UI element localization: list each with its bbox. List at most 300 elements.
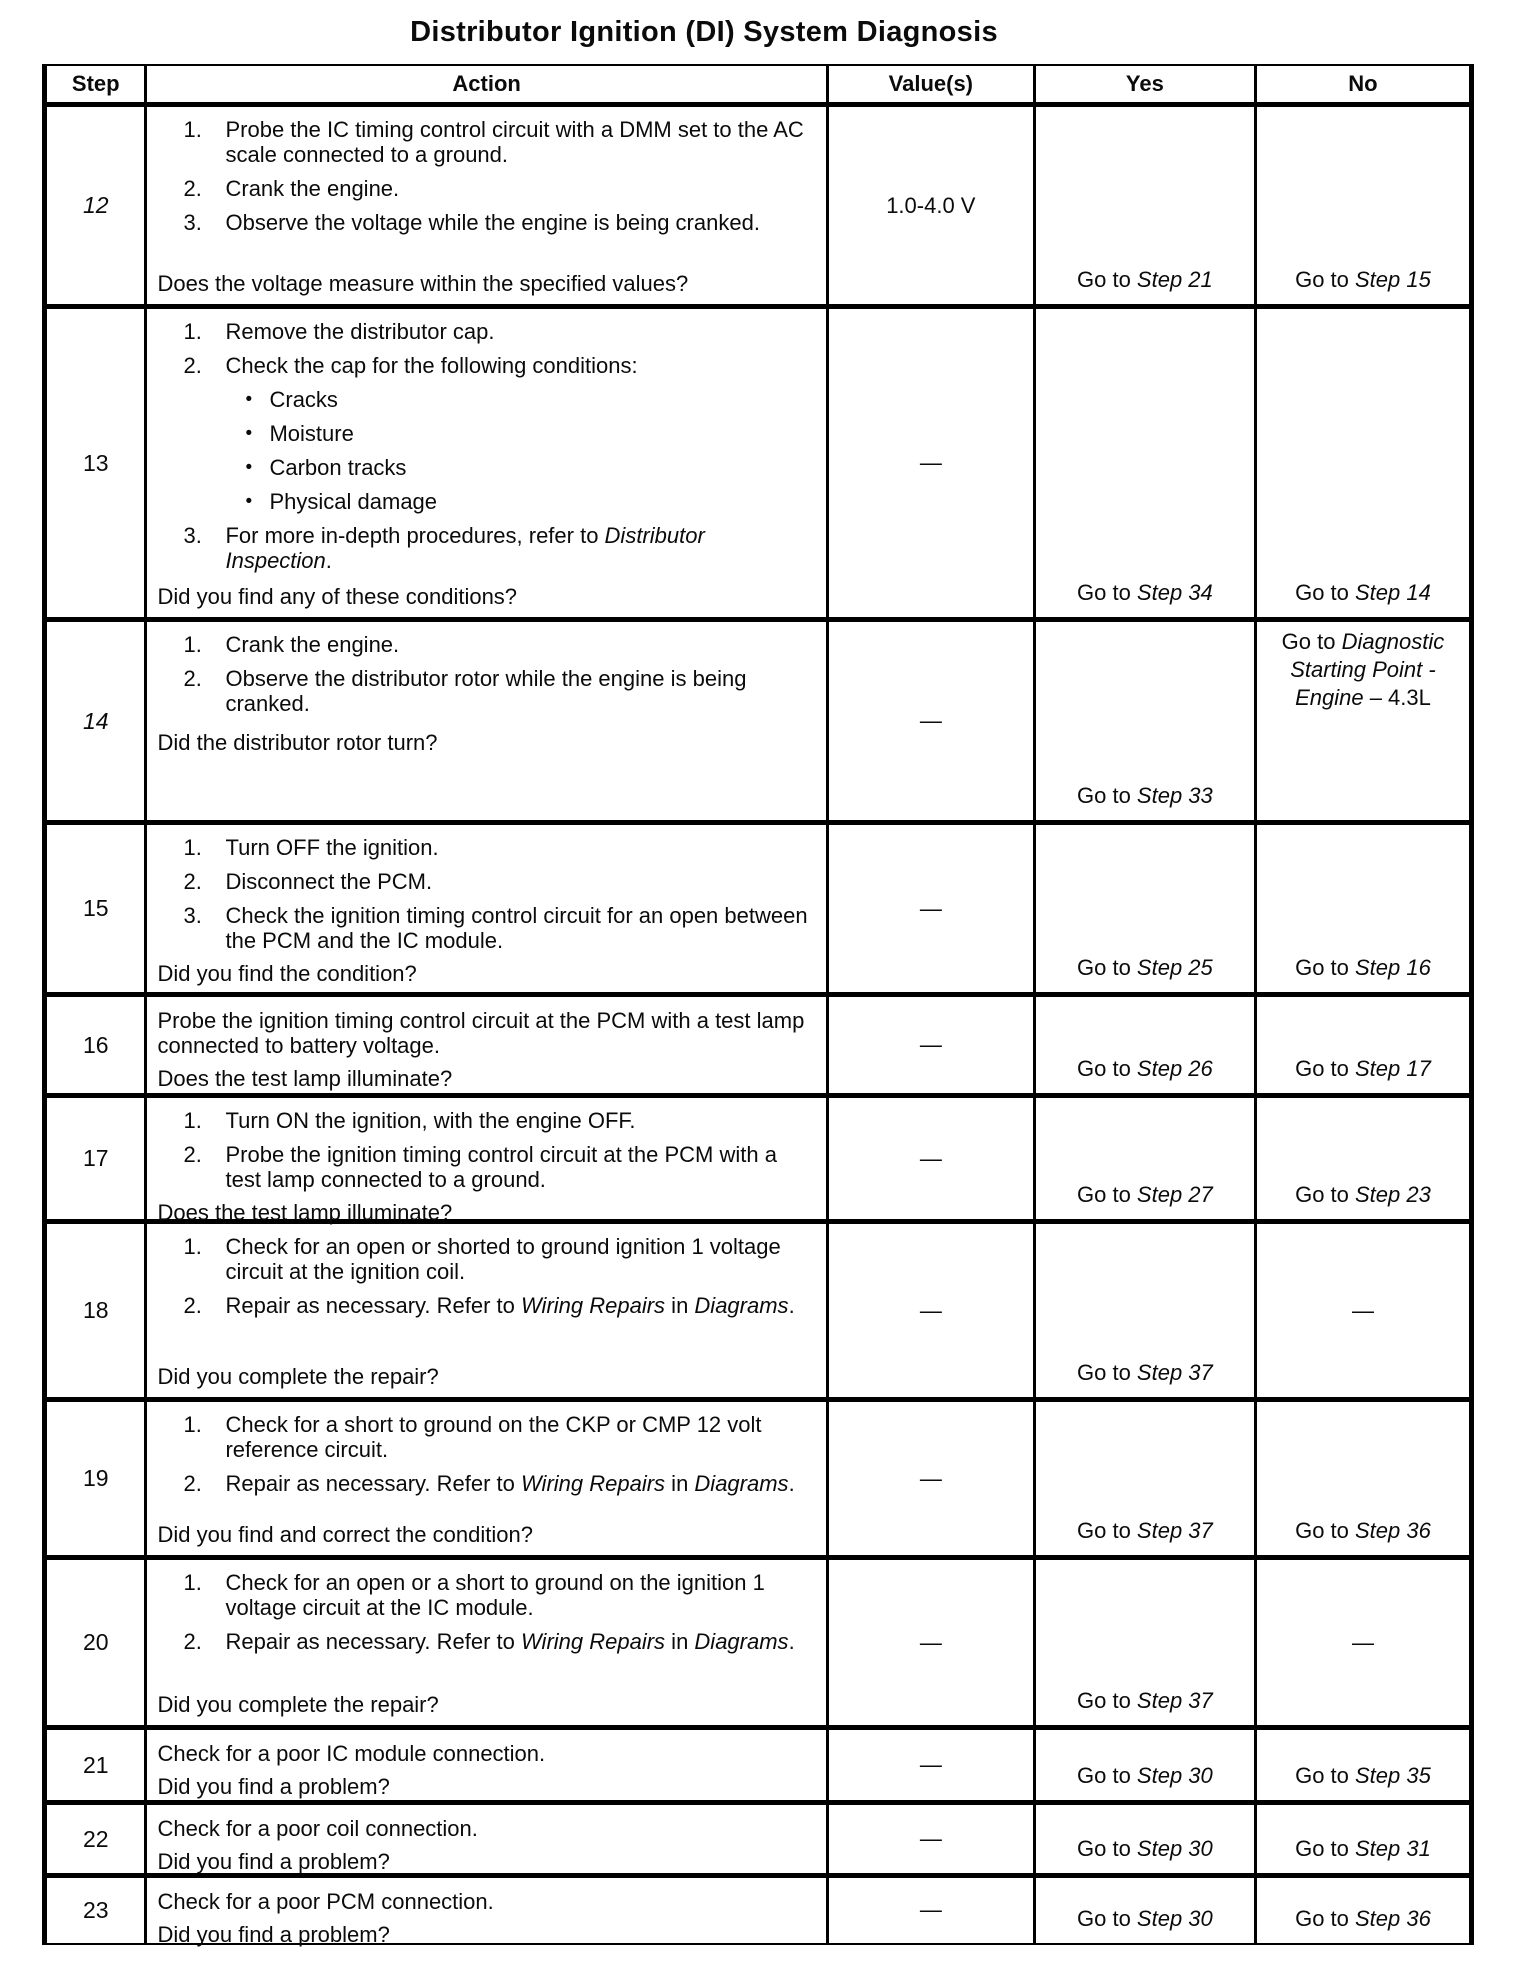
header-row <box>46 66 1471 105</box>
question-text: Did you complete the repair? <box>157 1364 439 1389</box>
no-text <box>1265 266 1461 294</box>
page-title: Distributor Ignition (DI) System Diagnosis <box>410 16 998 48</box>
no-text <box>1265 1905 1461 1933</box>
table-body <box>46 105 1471 1947</box>
item-text <box>269 455 815 480</box>
no-cell <box>1255 1876 1470 1943</box>
yes-text <box>1044 266 1246 294</box>
item-text <box>225 1570 815 1620</box>
action-content <box>147 309 825 617</box>
item-number: 2. <box>183 353 202 378</box>
item-text <box>225 117 815 167</box>
text-segment: Go to <box>1295 1182 1355 1207</box>
value-cell <box>827 1803 1034 1876</box>
item-number: 2. <box>183 176 202 201</box>
step-cell <box>46 620 146 823</box>
text-segment: — <box>1351 1297 1374 1323</box>
text-segment: Step 27 <box>1136 1182 1213 1207</box>
no-cell <box>1255 1222 1470 1400</box>
question-text: Did the distributor rotor turn? <box>157 730 438 755</box>
yes-cell <box>1034 823 1255 995</box>
action-cell <box>146 1803 827 1876</box>
item-text <box>225 1629 815 1654</box>
item-text <box>225 1234 815 1284</box>
yes-text <box>1044 1905 1246 1933</box>
action-content <box>147 997 825 1093</box>
action-numbered-item <box>183 869 815 894</box>
table-row-step-22 <box>46 1803 1471 1876</box>
table-row-step-15 <box>46 823 1471 995</box>
yes-cell <box>1034 105 1255 307</box>
question-text: Did you find a problem? <box>157 1922 390 1947</box>
question-text: Did you find a problem? <box>157 1774 390 1799</box>
column-header-action: Action <box>146 66 827 105</box>
action-numbered-item <box>183 1293 815 1318</box>
value-text: — <box>919 450 942 475</box>
text-segment: Go to <box>1077 1182 1137 1207</box>
item-text <box>225 210 815 235</box>
text-segment: Step 37 <box>1136 1360 1213 1385</box>
action-cell <box>146 620 827 823</box>
yes-cell <box>1034 1400 1255 1558</box>
text-segment: Crank the engine. <box>225 632 400 657</box>
step-number: 23 <box>82 1896 109 1923</box>
yes-cell <box>1034 1222 1255 1400</box>
text-segment: Go to <box>1077 1360 1137 1385</box>
text-segment: Wiring Repairs <box>520 1629 666 1654</box>
item-number: 3. <box>183 210 202 235</box>
table-row-step-17 <box>46 1096 1471 1222</box>
action-content <box>147 825 825 992</box>
action-numbered-item <box>183 523 815 573</box>
value-cell <box>827 995 1034 1096</box>
table-row-step-21 <box>46 1728 1471 1803</box>
text-segment: in <box>665 1471 695 1496</box>
item-text <box>225 1108 815 1133</box>
action-content <box>147 1730 825 1800</box>
action-numbered-item <box>183 176 815 201</box>
no-text <box>1265 1297 1461 1325</box>
step-cell <box>46 995 146 1096</box>
no-text <box>1265 1835 1461 1863</box>
yes-cell <box>1034 307 1255 620</box>
text-segment: Remove the distributor cap. <box>225 319 495 344</box>
text-segment: Go to <box>1295 1836 1355 1861</box>
value-text: — <box>919 1465 942 1491</box>
item-text <box>269 387 815 412</box>
no-cell <box>1255 307 1470 620</box>
table-row-step-13 <box>46 307 1471 620</box>
value-cell <box>827 823 1034 995</box>
value-text: — <box>919 1629 942 1655</box>
no-text <box>1265 1181 1461 1209</box>
text-segment: Diagnostic Starting Point - Engine <box>1290 629 1445 710</box>
item-number: 2. <box>183 1629 202 1654</box>
action-numbered-item <box>183 1234 815 1284</box>
table-row-step-16 <box>46 995 1471 1096</box>
yes-cell <box>1034 620 1255 823</box>
text-segment: Check for an open or shorted to ground ignition 1 voltage circuit at the ignition coil. <box>225 1234 781 1284</box>
text-segment: . <box>325 548 332 573</box>
item-text <box>225 319 815 344</box>
item-text <box>225 1293 815 1318</box>
diagnosis-table-grid <box>44 66 1472 1947</box>
text-segment: Distributor Inspection <box>225 523 705 573</box>
value-cell <box>827 1400 1034 1558</box>
item-text <box>157 1889 815 1914</box>
item-number: 2. <box>183 666 202 691</box>
text-segment: Go to <box>1295 955 1355 980</box>
text-segment: Go to <box>1295 1518 1355 1543</box>
text-segment: Repair as necessary. Refer to <box>225 1471 521 1496</box>
action-cell <box>146 1876 827 1947</box>
action-cell <box>146 105 827 307</box>
text-segment: Check for a poor coil connection. <box>157 1816 478 1841</box>
item-text <box>225 353 815 378</box>
text-segment: Step 25 <box>1136 955 1213 980</box>
yes-text <box>1044 1762 1246 1790</box>
column-header-values: Value(s) <box>827 66 1034 105</box>
action-bullet-item <box>245 387 815 412</box>
column-header-yes: Yes <box>1034 66 1255 105</box>
item-number: 1. <box>183 117 202 142</box>
bullet-icon: • <box>245 389 253 410</box>
step-number: 13 <box>82 449 109 476</box>
no-cell <box>1255 1400 1470 1558</box>
step-cell <box>46 1728 146 1803</box>
item-number: 3. <box>183 523 202 548</box>
bullet-icon: • <box>245 423 253 444</box>
step-number: 21 <box>82 1751 109 1778</box>
value-text: 1.0-4.0 V <box>886 192 976 218</box>
step-number: 18 <box>82 1297 109 1323</box>
item-text <box>225 1471 815 1496</box>
question-text: Did you find a problem? <box>157 1849 390 1874</box>
action-numbered-item <box>183 117 815 167</box>
action-numbered-item <box>183 1629 815 1654</box>
item-text <box>225 523 815 573</box>
no-text <box>1265 1762 1461 1790</box>
bullet-icon: • <box>245 491 253 512</box>
text-segment: – 4.3L <box>1363 685 1431 710</box>
action-bullet-item <box>245 455 815 480</box>
text-segment: Step 26 <box>1136 1056 1213 1081</box>
text-segment: Go to <box>1295 580 1355 605</box>
item-number: 3. <box>183 903 202 928</box>
table-row-step-14 <box>46 620 1471 823</box>
text-segment: Go to <box>1077 1688 1137 1713</box>
action-content <box>147 1560 825 1725</box>
text-segment: Repair as necessary. Refer to <box>225 1629 521 1654</box>
item-text <box>225 666 815 716</box>
item-number: 2. <box>183 869 202 894</box>
text-segment: — <box>1351 1629 1374 1655</box>
question-text: Did you find the condition? <box>157 961 417 986</box>
text-segment: Go to <box>1077 1836 1137 1861</box>
text-segment: Step 17 <box>1355 1056 1431 1081</box>
action-numbered-item <box>183 1108 815 1133</box>
no-cell <box>1255 1096 1470 1222</box>
yes-cell <box>1034 995 1255 1096</box>
value-cell <box>827 1876 1034 1943</box>
item-number: 1. <box>183 1570 202 1595</box>
action-numbered-item <box>183 1142 815 1192</box>
text-segment: Carbon tracks <box>269 455 407 480</box>
item-number: 1. <box>183 1108 202 1133</box>
step-cell <box>46 1400 146 1558</box>
action-content <box>147 1878 825 1947</box>
item-number: 1. <box>183 632 202 657</box>
text-segment: Crank the engine. <box>225 176 400 201</box>
no-cell <box>1255 823 1470 995</box>
value-text: — <box>919 708 942 733</box>
action-numbered-item <box>183 666 815 716</box>
text-segment: Check for a poor IC module connection. <box>157 1741 546 1766</box>
text-segment: . <box>788 1471 795 1496</box>
action-content <box>147 1805 825 1873</box>
action-cell <box>146 1096 827 1225</box>
text-segment: Check the ignition timing control circuit for an open between the PCM and the IC module. <box>225 903 808 953</box>
item-number: 1. <box>183 1412 202 1437</box>
item-number: 2. <box>183 1471 202 1496</box>
item-text <box>269 421 815 446</box>
item-number: 1. <box>183 1234 202 1259</box>
item-number: 1. <box>183 835 202 860</box>
text-segment: Step 21 <box>1136 267 1213 292</box>
value-cell <box>827 105 1034 307</box>
action-cell <box>146 1400 827 1558</box>
action-numbered-item <box>183 319 815 344</box>
action-cell <box>146 823 827 995</box>
yes-cell <box>1034 1803 1255 1876</box>
action-plain-item <box>157 1741 815 1766</box>
value-cell <box>827 1222 1034 1400</box>
text-segment: Moisture <box>269 421 354 446</box>
action-cell <box>146 1558 827 1728</box>
text-segment: Check for a poor PCM connection. <box>157 1889 494 1914</box>
text-segment: Turn ON the ignition, with the engine OFF. <box>225 1108 636 1133</box>
text-segment: Physical damage <box>269 489 438 514</box>
item-number: 2. <box>183 1293 202 1318</box>
text-segment: Step 16 <box>1355 955 1431 980</box>
step-number: 17 <box>82 1145 109 1171</box>
step-cell <box>46 1096 146 1222</box>
action-numbered-item <box>183 903 815 953</box>
text-segment: Repair as necessary. Refer to <box>225 1293 521 1318</box>
step-number: 14 <box>82 707 109 734</box>
action-numbered-item <box>183 210 815 235</box>
yes-text <box>1044 954 1246 982</box>
value-text: — <box>919 1826 942 1851</box>
step-cell <box>46 823 146 995</box>
text-segment: Cracks <box>269 387 338 412</box>
table-header <box>46 66 1471 105</box>
no-text <box>1265 628 1461 712</box>
no-text <box>1265 1629 1461 1657</box>
question-text: Does the voltage measure within the specified values? <box>157 271 689 296</box>
text-segment: Wiring Repairs <box>520 1471 666 1496</box>
action-content <box>147 1402 825 1555</box>
yes-cell <box>1034 1876 1255 1943</box>
value-cell <box>827 620 1034 823</box>
yes-text <box>1044 1055 1246 1083</box>
text-segment: . <box>788 1629 795 1654</box>
table-row-step-12 <box>46 105 1471 307</box>
value-cell <box>827 307 1034 620</box>
text-segment: Step 30 <box>1136 1836 1213 1861</box>
action-bullet-item <box>245 489 815 514</box>
text-segment: Step 23 <box>1355 1182 1431 1207</box>
action-cell <box>146 995 827 1096</box>
yes-text <box>1044 1835 1246 1863</box>
action-content <box>147 622 825 820</box>
action-plain-item <box>157 1816 815 1841</box>
value-cell <box>827 1558 1034 1728</box>
yes-text <box>1044 1359 1246 1387</box>
text-segment: Step 14 <box>1355 580 1431 605</box>
no-text <box>1265 1517 1461 1545</box>
value-text: — <box>919 1145 942 1171</box>
text-segment: Step 34 <box>1136 580 1213 605</box>
text-segment: Go to <box>1077 1518 1137 1543</box>
item-text <box>225 903 815 953</box>
action-numbered-item <box>183 1412 815 1462</box>
value-cell <box>827 1096 1034 1222</box>
column-header-step: Step <box>46 66 146 105</box>
item-text <box>225 176 815 201</box>
text-segment: Step 33 <box>1136 783 1213 808</box>
step-cell <box>46 105 146 307</box>
question-text: Does the test lamp illuminate? <box>157 1200 453 1225</box>
text-segment: Step 37 <box>1136 1688 1213 1713</box>
text-segment: Go to <box>1077 783 1137 808</box>
table-row-step-20 <box>46 1558 1471 1728</box>
text-segment: Go to <box>1295 1056 1355 1081</box>
no-cell <box>1255 1803 1470 1876</box>
no-text <box>1265 1055 1461 1083</box>
text-segment: For more in-depth procedures, refer to <box>225 523 605 548</box>
text-segment: Go to <box>1295 1763 1355 1788</box>
text-segment: Step 36 <box>1355 1905 1431 1931</box>
text-segment: Step 31 <box>1355 1836 1431 1861</box>
yes-text <box>1044 1517 1246 1545</box>
column-header-no: No <box>1255 66 1470 105</box>
text-segment: Step 35 <box>1355 1763 1431 1788</box>
text-segment: Step 30 <box>1136 1905 1213 1931</box>
text-segment: Check for an open or a short to ground on the ignition 1 voltage circuit at the IC module. <box>225 1570 765 1620</box>
text-segment: in <box>665 1293 695 1318</box>
item-text <box>225 632 815 657</box>
text-segment: Go to <box>1077 267 1137 292</box>
text-segment: Disconnect the PCM. <box>225 869 433 894</box>
value-text: — <box>919 895 942 921</box>
text-segment: Wiring Repairs <box>520 1293 666 1318</box>
text-segment: Check for a short to ground on the CKP or CMP 12 volt reference circuit. <box>225 1412 762 1462</box>
step-cell <box>46 1222 146 1400</box>
item-number: 2. <box>183 1142 202 1167</box>
text-segment: Step 36 <box>1355 1518 1431 1543</box>
text-segment: Turn OFF the ignition. <box>225 835 439 860</box>
item-text <box>225 1142 815 1192</box>
text-segment: Observe the voltage while the engine is being cranked. <box>225 210 760 235</box>
item-text <box>157 1008 815 1058</box>
value-text: — <box>919 1297 942 1323</box>
step-cell <box>46 307 146 620</box>
yes-text <box>1044 1687 1246 1715</box>
step-number: 20 <box>82 1629 109 1655</box>
text-segment: Diagrams <box>694 1293 789 1318</box>
step-number: 19 <box>82 1465 109 1491</box>
action-numbered-item <box>183 632 815 657</box>
step-number: 12 <box>82 192 109 218</box>
question-text: Did you find any of these conditions? <box>157 584 518 609</box>
question-text: Does the test lamp illuminate? <box>157 1066 453 1091</box>
action-numbered-item <box>183 1471 815 1496</box>
table-row-step-23 <box>46 1876 1471 1943</box>
item-text <box>269 489 815 514</box>
value-text: — <box>919 1032 942 1057</box>
no-cell <box>1255 1728 1470 1803</box>
no-cell <box>1255 620 1470 823</box>
step-number: 15 <box>82 895 109 921</box>
action-numbered-item <box>183 1570 815 1620</box>
question-text: Did you find and correct the condition? <box>157 1522 533 1547</box>
text-segment: Diagrams <box>694 1629 789 1654</box>
action-cell <box>146 307 827 620</box>
yes-cell <box>1034 1096 1255 1222</box>
item-text <box>225 869 815 894</box>
text-segment: Go to <box>1281 629 1342 654</box>
step-cell <box>46 1803 146 1876</box>
question-text: Did you complete the repair? <box>157 1692 439 1717</box>
text-segment: Step 30 <box>1136 1763 1213 1788</box>
action-numbered-item <box>183 353 815 378</box>
text-segment: Check the cap for the following conditions: <box>225 353 638 378</box>
text-segment: Go to <box>1077 1056 1137 1081</box>
text-segment: Probe the ignition timing control circuit at the PCM with a test lamp connected to battery voltage. <box>157 1008 805 1058</box>
yes-text <box>1044 782 1246 810</box>
action-bullet-item <box>245 421 815 446</box>
action-content <box>147 107 825 304</box>
no-cell <box>1255 105 1470 307</box>
text-segment: Go to <box>1077 580 1137 605</box>
text-segment: Diagrams <box>694 1471 789 1496</box>
text-segment: Step 15 <box>1355 267 1431 292</box>
action-content <box>147 1224 825 1397</box>
item-text <box>157 1741 815 1766</box>
value-text: — <box>919 1897 942 1923</box>
action-content <box>147 1098 825 1225</box>
table-row-step-18 <box>46 1222 1471 1400</box>
value-text: — <box>919 1752 942 1777</box>
text-segment: in <box>665 1629 695 1654</box>
yes-cell <box>1034 1728 1255 1803</box>
action-numbered-item <box>183 835 815 860</box>
text-segment: . <box>788 1293 795 1318</box>
no-text <box>1265 954 1461 982</box>
value-cell <box>827 1728 1034 1803</box>
diagnosis-table <box>42 64 1474 1945</box>
no-cell <box>1255 1558 1470 1728</box>
step-number: 16 <box>82 1031 109 1058</box>
text-segment: Go to <box>1295 1905 1355 1931</box>
no-text <box>1265 579 1461 607</box>
text-segment: Step 37 <box>1136 1518 1213 1543</box>
action-plain-item <box>157 1008 815 1058</box>
item-number: 1. <box>183 319 202 344</box>
text-segment: Go to <box>1295 267 1355 292</box>
item-text <box>225 835 815 860</box>
